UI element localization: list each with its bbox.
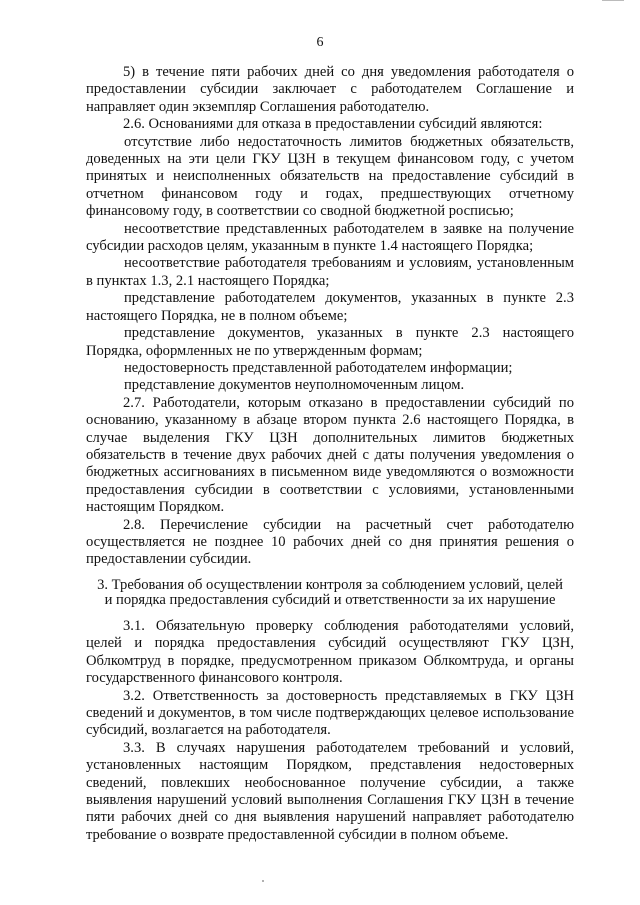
document-body xyxy=(86,64,574,844)
paragraph-item-5: 5) в течение пяти рабочих дней со дня уведомления работодателя о предоставлении субсидии заключает с работодателем Соглашение и направляет один экземпляр Соглашения работодателю. xyxy=(86,64,574,115)
section-3-heading: 3. Требования об осуществлении контроля за соблюдением условий, целей и порядка предоставления субсидий и ответственности за их нарушение xyxy=(97,576,563,609)
spacer xyxy=(86,609,574,618)
refusal-ground-7: представление документов неуполномоченным лицом. xyxy=(124,377,465,394)
paragraph-3-3: 3.3. В случаях нарушения работодателем требований и условий, установленных настоящим Порядком, представления недостоверных сведений, повлекших необоснованное получение субсидии, а также выявления нарушений условий выполнения Соглашения ГКУ ЦЗН в течение пяти рабочих дней со дня выявления нарушений направляет работодателю требование о возврате предоставленной субсидии в полном объеме. xyxy=(86,739,574,843)
paragraph-3-1: 3.1. Обязательную проверку соблюдения работодателями условий, целей и порядка предоставления субсидий осуществляют ГКУ ЦЗН, Облкомтруд в порядке, предусмотренном приказом Облкомтруда, и органы государственного финансового контроля. xyxy=(86,617,574,687)
refusal-ground-3: несоответствие работодателя требованиям и условиям, установленным в пунктах 1.3, 2.1 настоящего Порядка; xyxy=(86,255,574,289)
refusal-ground-2: несоответствие представленных работодателем в заявке на получение субсидии расходов целям, указанным в пункте 1.4 настоящего Порядка; xyxy=(86,220,574,255)
paragraph-2-6-intro: 2.6. Основаниями для отказа в предоставлении субсидий являются: xyxy=(123,116,543,133)
paragraph-2-7: 2.7. Работодатели, которым отказано в предоставлении субсидий по основанию, указанному в абзаце втором пункта 2.6 настоящего Порядка, в случае выделения ГКУ ЦЗН дополнительных лимитов бюджетных обязательств в течение двух рабочих дней с даты получения уведомления о бюджетных ассигнованиях в письменном виде уведомляются о возможности предоставления субсидии в соответствии с условиями, установленными настоящим Порядком. xyxy=(86,394,574,516)
refusal-ground-5: представление документов, указанных в пункте 2.3 настоящего Порядка, оформленных не по утвержденным формам; xyxy=(86,325,574,359)
refusal-ground-4: представление работодателем документов, указанных в пункте 2.3 настоящего Порядка, не в полном объеме; xyxy=(86,290,574,324)
scan-edge-mark xyxy=(602,0,624,1)
refusal-ground-1: отсутствие либо недостаточность лимитов бюджетных обязательств, доведенных на эти цели ГКУ ЦЗН в текущем финансовом году, с учетом принятых и неисполненных обязательств на предоставление субсидий в отчетном финансовом году и годах, предшествующих отчетному финансовому году, в соответствии со сводной бюджетной росписью; xyxy=(86,133,574,220)
page-number: 6 xyxy=(316,35,324,50)
refusal-ground-6: недостоверность представленной работодателем информации; xyxy=(124,359,513,376)
paragraph-3-2: 3.2. Ответственность за достоверность представляемых в ГКУ ЦЗН сведений и документов, в том числе подтверждающих целевое использование субсидий, возлагается на работодателя. xyxy=(86,687,574,739)
scan-speck xyxy=(262,880,264,882)
paragraph-2-8: 2.8. Перечисление субсидии на расчетный счет работодателю осуществляется не позднее 10 рабочих дней со дня принятия решения о предоставлении субсидии. xyxy=(86,516,574,568)
